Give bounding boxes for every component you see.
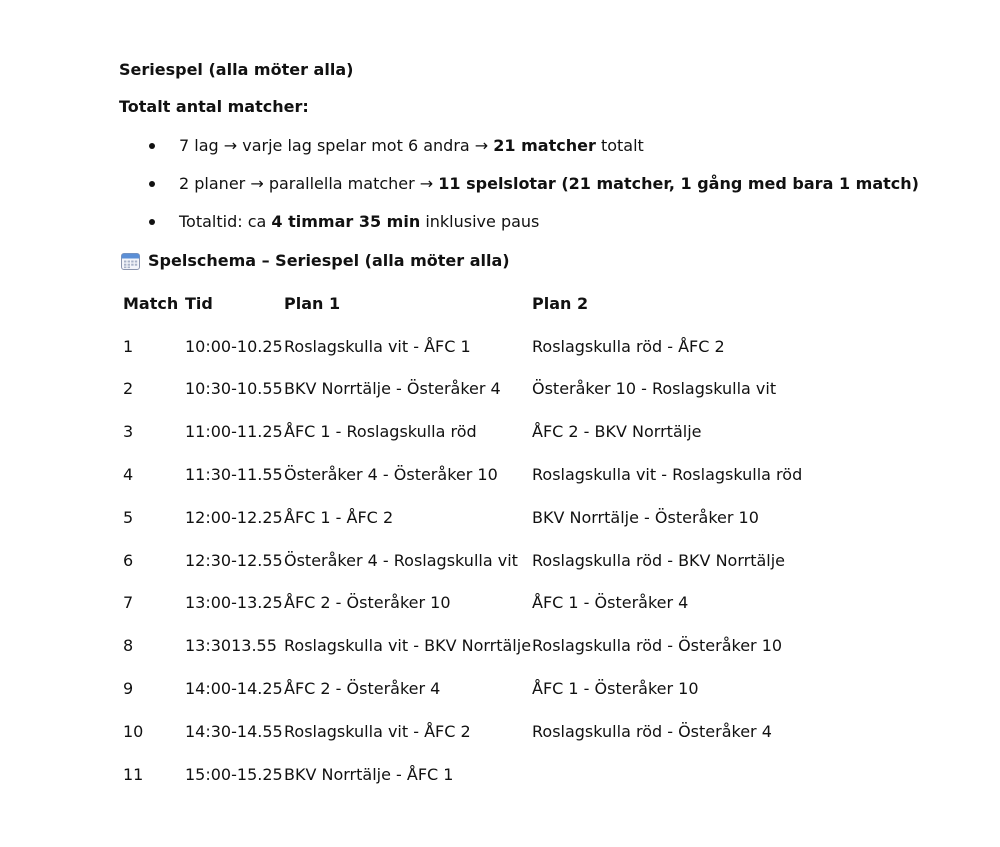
- match-time-cell: 13:3013.55: [185, 636, 277, 656]
- plan-2-match-cell: Roslagskulla röd - ÅFC 2: [532, 336, 725, 356]
- match-number-cell: 8: [123, 636, 134, 656]
- plan-1-match-cell: Roslagskulla vit - ÅFC 1: [284, 336, 471, 356]
- table-row: [118, 496, 822, 539]
- table-row: [118, 410, 822, 453]
- heading-league-play: Seriespel (alla möter alla): [119, 60, 354, 79]
- match-number-cell: 11: [123, 764, 144, 784]
- plan-1-match-cell: ÅFC 1 - Roslagskulla röd: [284, 422, 477, 442]
- table-header-row: [118, 282, 822, 325]
- plan-1-match-cell: Roslagskulla vit - ÅFC 2: [284, 721, 471, 741]
- bullet-dot-icon: [149, 219, 155, 225]
- plan-1-match-cell: ÅFC 2 - Österåker 10: [284, 593, 451, 613]
- match-number-cell: 6: [123, 550, 134, 570]
- schedule-table-body: [118, 325, 822, 796]
- plan-2-match-cell: Roslagskulla röd - Österåker 10: [532, 636, 783, 656]
- match-number-cell: 10: [123, 721, 144, 741]
- table-row: [118, 667, 822, 710]
- schedule-table: [118, 282, 822, 796]
- match-number-cell: 4: [123, 465, 134, 485]
- plan-1-match-cell: Österåker 4 - Österåker 10: [284, 465, 498, 485]
- table-row: [118, 539, 822, 582]
- match-number-cell: 5: [123, 507, 134, 527]
- plan-1-match-cell: Österåker 4 - Roslagskulla vit: [284, 550, 518, 570]
- bullet-dot-icon: [149, 181, 155, 187]
- match-time-cell: 10:30-10.55: [185, 379, 283, 399]
- match-time-cell: 10:00-10.25: [185, 336, 283, 356]
- plan-1-match-cell: BKV Norrtälje - ÅFC 1: [284, 764, 454, 784]
- heading-total-matches: Totalt antal matcher:: [119, 97, 309, 116]
- plan-2-match-cell: ÅFC 1 - Österåker 10: [532, 679, 699, 699]
- plan-2-match-cell: Roslagskulla vit - Roslagskulla röd: [532, 465, 803, 485]
- match-number-cell: 9: [123, 679, 134, 699]
- column-header-match: Match: [123, 293, 179, 313]
- plan-2-match-cell: [532, 753, 822, 796]
- table-row: [118, 624, 822, 667]
- plan-1-match-cell: BKV Norrtälje - Österåker 4: [284, 379, 501, 399]
- bullet-dot-icon: [149, 143, 155, 149]
- column-header-time: Tid: [185, 293, 213, 313]
- match-time-cell: 11:00-11.25: [185, 422, 283, 442]
- plan-2-match-cell: BKV Norrtälje - Österåker 10: [532, 507, 759, 527]
- match-time-cell: 14:00-14.25: [185, 679, 283, 699]
- plan-1-match-cell: ÅFC 1 - ÅFC 2: [284, 507, 394, 527]
- plan-2-match-cell: ÅFC 1 - Österåker 4: [532, 593, 689, 613]
- match-number-cell: 1: [123, 336, 134, 356]
- plan-2-match-cell: Österåker 10 - Roslagskulla vit: [532, 379, 777, 399]
- list-item-text: 2 planer → parallella matcher → 11 spelslotar (21 matcher, 1 gång med bara 1 match): [179, 174, 919, 193]
- table-row: [118, 710, 822, 753]
- match-number-cell: 3: [123, 422, 134, 442]
- schedule-heading: [121, 251, 510, 271]
- table-row: [118, 325, 822, 368]
- schedule-title: Spelschema – Seriespel (alla möter alla): [148, 251, 510, 270]
- table-row: [118, 582, 822, 625]
- table-row: [118, 368, 822, 411]
- list-item-text: Totaltid: ca 4 timmar 35 min inklusive paus: [179, 212, 540, 231]
- match-time-cell: 12:00-12.25: [185, 507, 283, 527]
- match-time-cell: 15:00-15.25: [185, 764, 283, 784]
- table-row: [118, 453, 822, 496]
- column-header-plan-1: Plan 1: [284, 293, 341, 313]
- column-header-plan-2: Plan 2: [532, 293, 589, 313]
- match-number-cell: 7: [123, 593, 134, 613]
- plan-2-match-cell: ÅFC 2 - BKV Norrtälje: [532, 422, 702, 442]
- match-time-cell: 12:30-12.55: [185, 550, 283, 570]
- plan-1-match-cell: ÅFC 2 - Österåker 4: [284, 679, 441, 699]
- plan-2-match-cell: Roslagskulla röd - BKV Norrtälje: [532, 550, 786, 570]
- match-time-cell: 11:30-11.55: [185, 465, 283, 485]
- match-time-cell: 14:30-14.55: [185, 721, 283, 741]
- plan-1-match-cell: Roslagskulla vit - BKV Norrtälje: [284, 636, 532, 656]
- list-item-text: 7 lag → varje lag spelar mot 6 andra → 21 matcher totalt: [179, 136, 644, 155]
- calendar-icon: [121, 252, 140, 270]
- match-number-cell: 2: [123, 379, 134, 399]
- table-row: [118, 753, 822, 796]
- plan-2-match-cell: Roslagskulla röd - Österåker 4: [532, 721, 772, 741]
- match-time-cell: 13:00-13.25: [185, 593, 283, 613]
